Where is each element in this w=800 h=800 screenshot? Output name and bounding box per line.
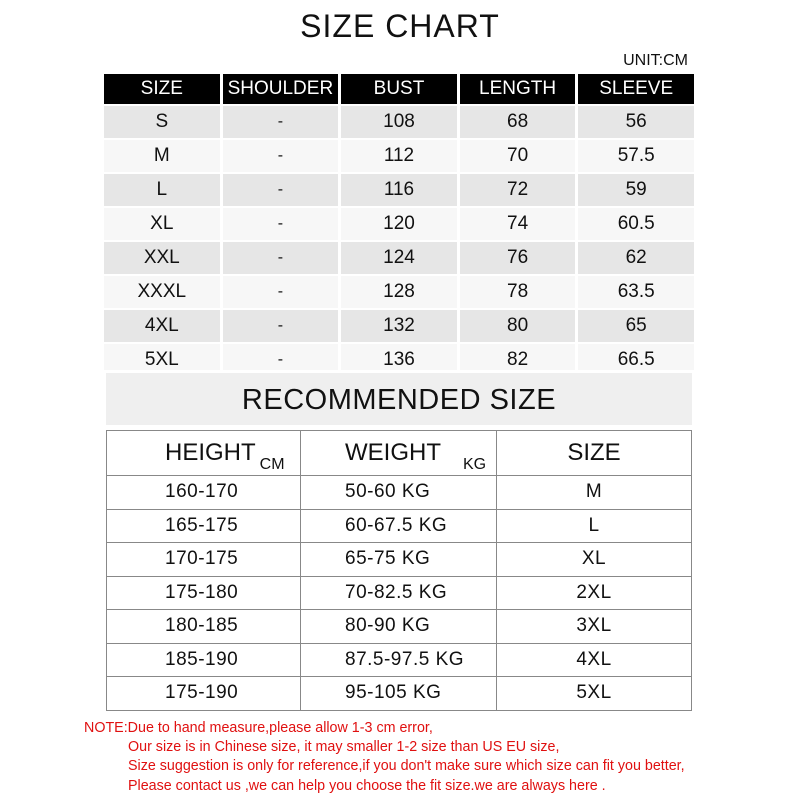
cell-shoulder: - [223, 140, 339, 172]
cell-bust: 116 [341, 174, 457, 206]
cell-weight: 70-82.5 KG [301, 576, 497, 610]
cell-weight: 87.5-97.5 KG [301, 643, 497, 677]
notes [84, 719, 685, 796]
table-row [107, 677, 692, 711]
header-height-unit: CM [259, 456, 285, 473]
cell-height: 185-190 [107, 643, 301, 677]
cell-sleeve: 65 [578, 310, 694, 342]
cell-shoulder: - [223, 276, 339, 308]
header-sleeve: SLEEVE [578, 74, 694, 104]
table-row [107, 576, 692, 610]
cell-length: 70 [460, 140, 576, 172]
header-bust: BUST [341, 74, 457, 104]
recommended-size-title: RECOMMENDED SIZE [106, 373, 692, 425]
table-row [107, 643, 692, 677]
cell-shoulder: - [223, 174, 339, 206]
cell-weight: 95-105 KG [301, 677, 497, 711]
size-chart-title: SIZE CHART [300, 8, 500, 44]
table-row [104, 174, 694, 206]
cell-height: 175-180 [107, 576, 301, 610]
cell-sleeve: 60.5 [578, 208, 694, 240]
size-chart-table [101, 72, 697, 370]
cell-size: M [497, 476, 692, 510]
cell-shoulder: - [223, 310, 339, 342]
size-chart-area [0, 0, 800, 370]
header-rec-size: SIZE [497, 431, 692, 476]
cell-shoulder: - [223, 242, 339, 274]
cell-length: 74 [460, 208, 576, 240]
cell-size: 4XL [497, 643, 692, 677]
table-row [107, 476, 692, 510]
recommended-size-table [106, 430, 692, 711]
cell-length: 68 [460, 106, 576, 138]
cell-sleeve: 59 [578, 174, 694, 206]
cell-height: 170-175 [107, 543, 301, 577]
cell-size: L [497, 509, 692, 543]
header-length: LENGTH [460, 74, 576, 104]
header-shoulder: SHOULDER [223, 74, 339, 104]
cell-size: XL [104, 208, 220, 240]
table-row [104, 242, 694, 274]
header-size: SIZE [104, 74, 220, 104]
cell-height: 175-190 [107, 677, 301, 711]
cell-bust: 128 [341, 276, 457, 308]
cell-sleeve: 66.5 [578, 344, 694, 370]
header-weight [301, 431, 497, 476]
cell-shoulder: - [223, 208, 339, 240]
note-line: NOTE:Due to hand measure,please allow 1-3 cm error, [84, 720, 433, 736]
cell-size: XXXL [104, 276, 220, 308]
header-weight-unit: KG [463, 456, 487, 473]
cell-weight: 50-60 KG [301, 476, 497, 510]
cell-length: 72 [460, 174, 576, 206]
note-line: Please contact us ,we can help you choose the fit size.we are always here . [128, 777, 606, 794]
cell-size: 2XL [497, 576, 692, 610]
cell-height: 165-175 [107, 509, 301, 543]
cell-weight: 60-67.5 KG [301, 509, 497, 543]
cell-sleeve: 62 [578, 242, 694, 274]
cell-size: L [104, 174, 220, 206]
cell-bust: 112 [341, 140, 457, 172]
cell-sleeve: 57.5 [578, 140, 694, 172]
cell-bust: 136 [341, 344, 457, 370]
cell-length: 78 [460, 276, 576, 308]
cell-weight: 65-75 KG [301, 543, 497, 577]
cell-size: M [104, 140, 220, 172]
table-row [104, 344, 694, 370]
table-row [107, 543, 692, 577]
cell-length: 76 [460, 242, 576, 274]
header-height [107, 431, 301, 476]
cell-length: 80 [460, 310, 576, 342]
cell-weight: 80-90 KG [301, 610, 497, 644]
cell-size: 5XL [497, 677, 692, 711]
cell-sleeve: 56 [578, 106, 694, 138]
cell-bust: 108 [341, 106, 457, 138]
cell-size: 5XL [104, 344, 220, 370]
header-height-label: HEIGHT [165, 439, 256, 466]
cell-size: 3XL [497, 610, 692, 644]
table-row [104, 310, 694, 342]
size-chart-header-row [104, 74, 694, 104]
cell-height: 160-170 [107, 476, 301, 510]
cell-height: 180-185 [107, 610, 301, 644]
cell-size: XXL [104, 242, 220, 274]
cell-bust: 124 [341, 242, 457, 274]
cell-bust: 120 [341, 208, 457, 240]
cell-size: S [104, 106, 220, 138]
cell-size: 4XL [104, 310, 220, 342]
cell-sleeve: 63.5 [578, 276, 694, 308]
unit-label: UNIT:CM [623, 52, 688, 69]
header-weight-label: WEIGHT [345, 439, 441, 466]
cell-bust: 132 [341, 310, 457, 342]
table-row [104, 276, 694, 308]
cell-shoulder: - [223, 106, 339, 138]
cell-size: XL [497, 543, 692, 577]
table-row [107, 509, 692, 543]
table-row [104, 208, 694, 240]
note-line: Our size is in Chinese size, it may smaller 1-2 size than US EU size, [128, 739, 560, 756]
table-row [104, 140, 694, 172]
note-line: Size suggestion is only for reference,if you don't make sure which size can fit you better, [128, 758, 685, 775]
cell-length: 82 [460, 344, 576, 370]
table-row [104, 106, 694, 138]
recommended-header-row [107, 431, 692, 476]
table-row [107, 610, 692, 644]
cell-shoulder: - [223, 344, 339, 370]
